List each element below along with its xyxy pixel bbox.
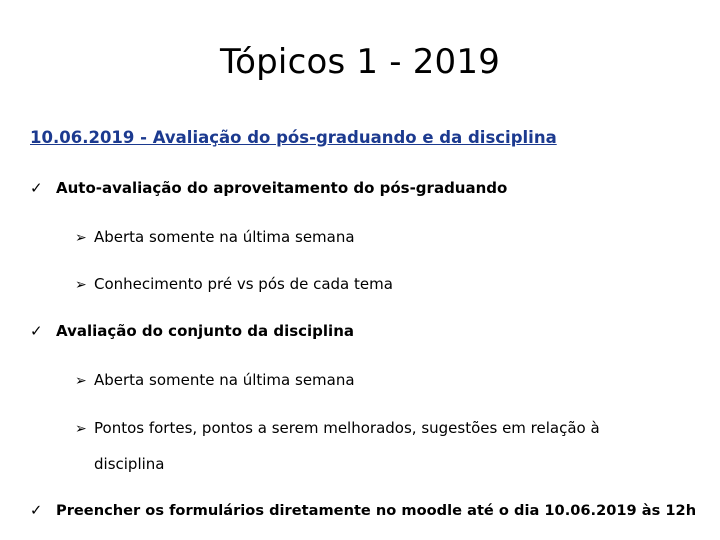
sub-bullet-item xyxy=(75,371,355,389)
bullet-item xyxy=(30,179,507,197)
sub-bullet-text: Aberta somente na última semana xyxy=(94,228,355,246)
sub-bullet-continuation: disciplina xyxy=(94,455,165,473)
bullet-text: Auto-avaliação do aproveitamento do pós-graduando xyxy=(56,179,508,197)
check-icon: ✓ xyxy=(30,322,43,340)
sub-bullet-item xyxy=(75,419,600,437)
arrow-icon: ➢ xyxy=(75,277,87,293)
sub-bullet-text: Conhecimento pré vs pós de cada tema xyxy=(94,275,393,293)
bullet-text: Preencher os formulários diretamente no moodle até o dia 10.06.2019 às 12h xyxy=(56,502,697,519)
sub-bullet-text: Aberta somente na última semana xyxy=(94,371,355,389)
sub-bullet-item xyxy=(75,275,393,293)
slide-subtitle: 10.06.2019 - Avaliação do pós-graduando e da disciplina xyxy=(30,128,557,147)
bullet-item xyxy=(30,322,354,340)
arrow-icon: ➢ xyxy=(75,421,87,437)
sub-bullet-text: Pontos fortes, pontos a serem melhorados, sugestões em relação à xyxy=(94,419,600,437)
check-icon: ✓ xyxy=(30,179,43,197)
bullet-text: Avaliação do conjunto da disciplina xyxy=(56,322,355,340)
arrow-icon: ➢ xyxy=(75,230,87,246)
sub-bullet-item xyxy=(75,228,355,246)
bullet-item xyxy=(30,502,696,519)
check-icon: ✓ xyxy=(30,502,43,519)
arrow-icon: ➢ xyxy=(75,373,87,389)
slide-title: Tópicos 1 - 2019 xyxy=(219,42,501,82)
